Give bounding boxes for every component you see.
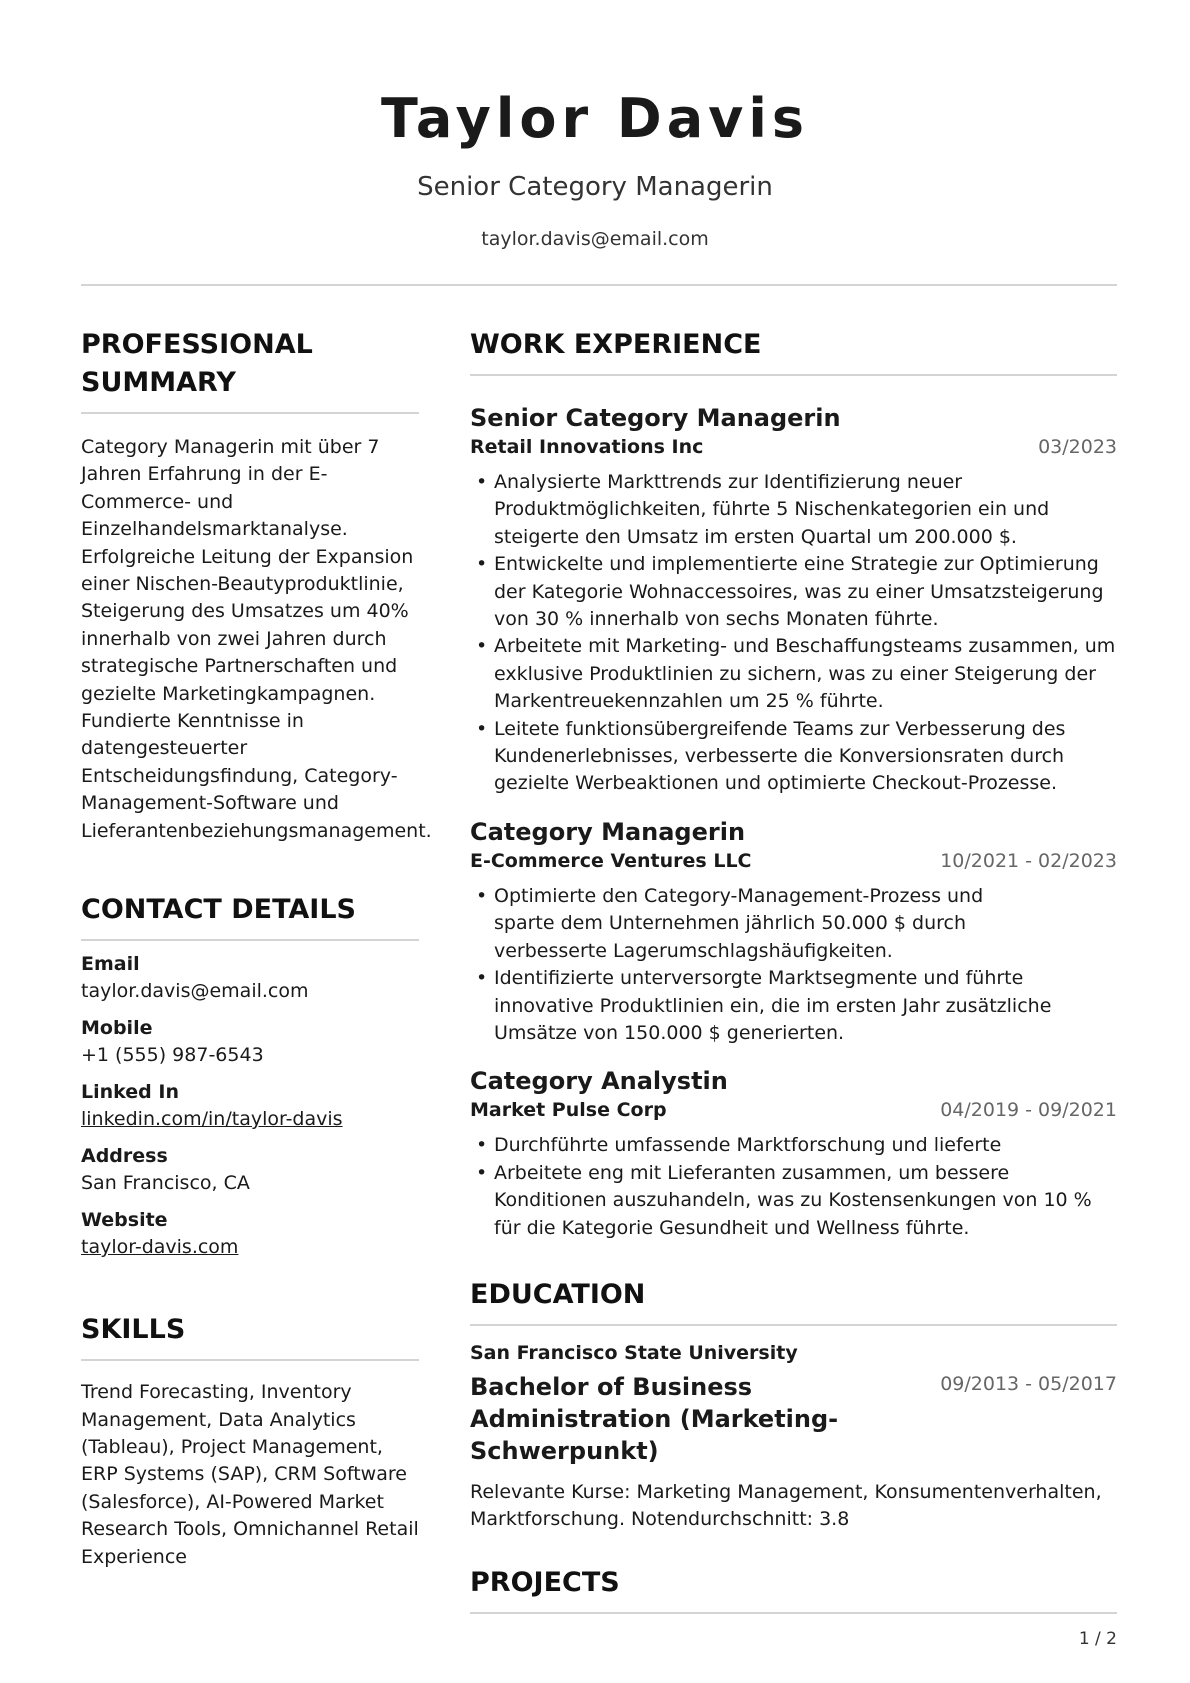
contact-heading: CONTACT DETAILS [81, 894, 356, 926]
degree-row [470, 1371, 1117, 1467]
contact-label: Linked In [81, 1081, 179, 1104]
section-divider [470, 374, 1117, 376]
job-entry [470, 1065, 1117, 1242]
page-number: 1 / 2 [1078, 1629, 1117, 1649]
contact-value: taylor.davis@email.com [81, 980, 309, 1003]
candidate-title: Senior Category Managerin [417, 172, 773, 202]
job-bullet: • Optimierte den Category-Management-Prozess und sparte dem Unternehmen jährlich 50.000 $ durch verbesserte Lagerumschlagshäufigkeiten. [470, 883, 1117, 965]
skills-heading: SKILLS [81, 1314, 186, 1346]
job-entry [470, 402, 1117, 798]
header-email: taylor.davis@email.com [481, 228, 709, 250]
left-column [81, 326, 432, 1571]
job-bullets [470, 1132, 1117, 1242]
header-divider [81, 284, 1117, 286]
candidate-name: Taylor Davis [380, 87, 809, 150]
projects-heading: PROJECTS [470, 1566, 620, 1598]
company-name: Market Pulse Corp [470, 1099, 667, 1122]
contact-mobile [81, 1015, 419, 1069]
projects-section [470, 1564, 1117, 1614]
job-bullet: • Arbeitete eng mit Lieferanten zusammen, um bessere Konditionen auszuhandeln, was zu Kostensenkungen von 10 % für die Kategorie Gesundheit und Wellness führte. [470, 1160, 1117, 1242]
contact-email [81, 951, 419, 1005]
company-name: E-Commerce Ventures LLC [470, 849, 752, 872]
job-date: 10/2021 - 02/2023 [940, 849, 1117, 872]
right-column [470, 326, 1117, 1614]
contact-label: Mobile [81, 1017, 153, 1040]
job-meta [470, 1097, 1117, 1124]
skills-section [81, 1311, 419, 1571]
job-bullet: • Arbeitete mit Marketing- und Beschaffungsteams zusammen, um exklusive Produktlinien zu sichern, was zu einer Steigerung der Markentreuekennzahlen um 25 % führte. [470, 633, 1117, 715]
job-bullet: • Leitete funktionsübergreifende Teams zur Verbesserung des Kundenerlebnisses, verbesserte die Konversionsraten durch gezielte Werbeaktionen und optimierte Checkout-Prozesse. [470, 716, 1117, 798]
company-name: Retail Innovations Inc [470, 436, 704, 458]
work-heading: WORK EXPERIENCE [470, 329, 762, 360]
job-date: 04/2019 - 09/2021 [940, 1099, 1117, 1122]
website-link[interactable]: taylor-davis.com [81, 1236, 239, 1259]
contact-address [81, 1143, 419, 1197]
job-title: Senior Category Managerin [470, 404, 841, 432]
job-title: Category Managerin [470, 817, 746, 846]
job-bullet: • Durchführte umfassende Marktforschung und lieferte [470, 1132, 1117, 1159]
linkedin-link[interactable]: linkedin.com/in/taylor-davis [81, 1108, 343, 1131]
contact-section [81, 891, 419, 1261]
skills-text: Trend Forecasting, Inventory Management, Data Analytics (Tableau), Project Management, ERP Systems (SAP), CRM Software (Salesforce), AI-Powered Market Research Tools, Omnichannel Retail Experience [81, 1381, 419, 1568]
job-title: Category Analystin [470, 1067, 728, 1096]
summary-text: Category Managerin mit über 7 Jahren Erfahrung in der E-Commerce- und Einzelhandelsmarktanalyse. Erfolgreiche Leitung der Expansion einer Nischen-Beautyproduktlinie, Steigerung des Umsatzes um 40% innerhalb von zwei Jahren durch strategische Partnerschaften und gezielte Marketingkampagnen. Fundierte Kenntnisse in datengesteuerter Entscheidungsfindung, Category-Management-Software und Lieferantenbeziehungsmanagement. [81, 436, 432, 842]
job-meta [470, 434, 1117, 461]
education-date: 09/2013 - 05/2017 [940, 1372, 1117, 1395]
education-description: Relevante Kurse: Marketing Management, Konsumentenverhalten, Marktforschung. Notendurchschnitt: 3.8 [470, 1480, 1102, 1531]
education-heading: EDUCATION [470, 1278, 646, 1310]
job-bullet: • Identifizierte unterversorgte Marktsegmente und führte innovative Produktlinien ein, die im ersten Jahr zusätzliche Umsätze von 150.000 $ generierten. [470, 965, 1117, 1047]
section-divider [81, 412, 419, 414]
contact-linkedin [81, 1079, 419, 1133]
contact-label: Email [81, 953, 140, 976]
job-date: 03/2023 [1038, 436, 1117, 458]
job-bullets [470, 883, 1117, 1047]
section-divider [470, 1324, 1117, 1326]
section-divider [81, 1359, 419, 1361]
summary-heading: PROFESSIONAL SUMMARY [81, 329, 313, 398]
education-section [470, 1276, 1117, 1534]
contact-value: San Francisco, CA [81, 1172, 250, 1195]
degree-title: Bachelor of Business Administration (Marketing-Schwerpunkt) [470, 1372, 839, 1465]
school-name: San Francisco State University [470, 1341, 798, 1364]
job-entry [470, 816, 1117, 1047]
contact-label: Website [81, 1209, 168, 1232]
contact-website [81, 1207, 419, 1261]
job-bullet: • Entwickelte und implementierte eine Strategie zur Optimierung der Kategorie Wohnaccessoires, was zu einer Umsatzsteigerung von 30 % innerhalb von sechs Monaten führte. [470, 551, 1117, 633]
work-section [470, 326, 1117, 1242]
section-divider [470, 1612, 1117, 1614]
section-divider [81, 939, 419, 941]
job-bullet: • Analysierte Markttrends zur Identifizierung neuer Produktmöglichkeiten, führte 5 Nischenkategorien ein und steigerte den Umsatz im ersten Quartal um 200.000 $. [470, 469, 1117, 551]
job-meta [470, 848, 1117, 875]
job-bullets [470, 469, 1117, 798]
contact-label: Address [81, 1145, 168, 1168]
contact-value: +1 (555) 987-6543 [81, 1044, 264, 1067]
summary-section [81, 326, 432, 845]
